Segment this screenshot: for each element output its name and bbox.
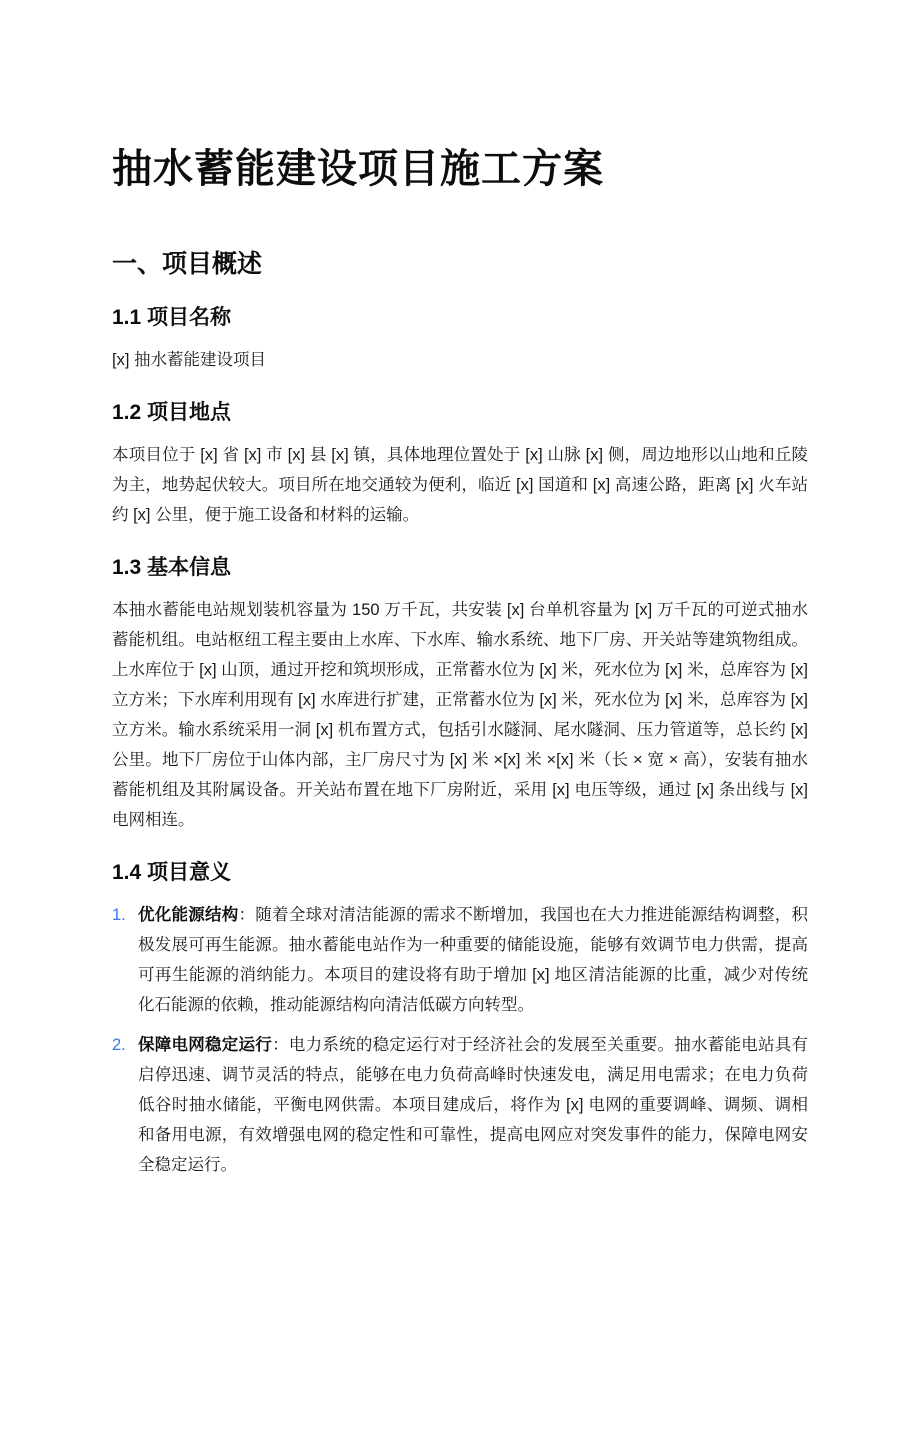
list-item-number: 1. (112, 906, 126, 924)
subsection-heading-1-1-project-name: 1.1 项目名称 (112, 306, 232, 329)
subsection-heading-1-3-basic-info: 1.3 基本信息 (112, 556, 232, 579)
list-item-number: 2. (112, 1036, 126, 1054)
list-item-text: ：电力系统的稳定运行对于经济社会的发展至关重要。抽水蓄能电站具有启停迅速、调节灵活的特点，能够在电力负荷高峰时快速发电，满足用电需求；在电力负荷低谷时抽水储能，平衡电网供需。本项目建成后，将作为 [x] 电网的重要调峰、调频、调相和备用电源，有效增强电网的稳定性和可靠性，提高电网应对突发事件的能力，保障电网安全稳定运行。 (138, 1036, 809, 1174)
list-item-lead: 优化能源结构 (138, 906, 239, 924)
paragraph-project-location: 本项目位于 [x] 省 [x] 市 [x] 县 [x] 镇，具体地理位置处于 [x] 山脉 [x] 侧，周边地形以山地和丘陵为主，地势起伏较大。项目所在地交通较为便利，临近 [x] 国道和 [x] 高速公路，距离 [x] 火车站约 [x] 公里，便于施工设备和材料的运输。 (112, 446, 808, 524)
list-item (112, 1030, 808, 1180)
subsection-heading-1-2-project-location: 1.2 项目地点 (112, 401, 232, 424)
chapter-heading-overview: 一、项目概述 (112, 250, 263, 278)
paragraph-project-name: [x] 抽水蓄能建设项目 (112, 351, 267, 369)
subsection-heading-1-4-project-significance: 1.4 项目意义 (112, 861, 232, 884)
list-item-text: ：随着全球对清洁能源的需求不断增加，我国也在大力推进能源结构调整，积极发展可再生能源。抽水蓄能电站作为一种重要的储能设施，能够有效调节电力供需，提高可再生能源的消纳能力。本项目的建设将有助于增加 [x] 地区清洁能源的比重，减少对传统化石能源的依赖，推动能源结构向清洁低碳方向转型。 (138, 906, 809, 1014)
list-item-lead: 保障电网稳定运行 (138, 1036, 273, 1054)
list-item (112, 900, 808, 1020)
paragraph-basic-info: 本抽水蓄能电站规划装机容量为 150 万千瓦，共安装 [x] 台单机容量为 [x] 万千瓦的可逆式抽水蓄能机组。电站枢纽工程主要由上水库、下水库、输水系统、地下厂房、开关站等建筑物组成。上水库位于 [x] 山顶，通过开挖和筑坝形成，正常蓄水位为 [x] 米，死水位为 [x] 米，总库容为 [x] 立方米；下水库利用现有 [x] 水库进行扩建，正常蓄水位为 [x] 米，死水位为 [x] 米，总库容为 [x] 立方米。输水系统采用一洞 [x] 机布置方式，包括引水隧洞、尾水隧洞、压力管道等，总长约 [x] 公里。地下厂房位于山体内部，主厂房尺寸为 [x] 米 ×[x] 米 ×[x] 米（长 × 宽 × 高），安装有抽水蓄能机组及其附属设备。开关站布置在地下厂房附近，采用 [x] 电压等级，通过 [x] 条出线与 [x] 电网相连。 (112, 601, 808, 829)
document-title: 抽水蓄能建设项目施工方案 (112, 147, 604, 191)
document-page (0, 145, 920, 1447)
significance-list (112, 900, 808, 1180)
